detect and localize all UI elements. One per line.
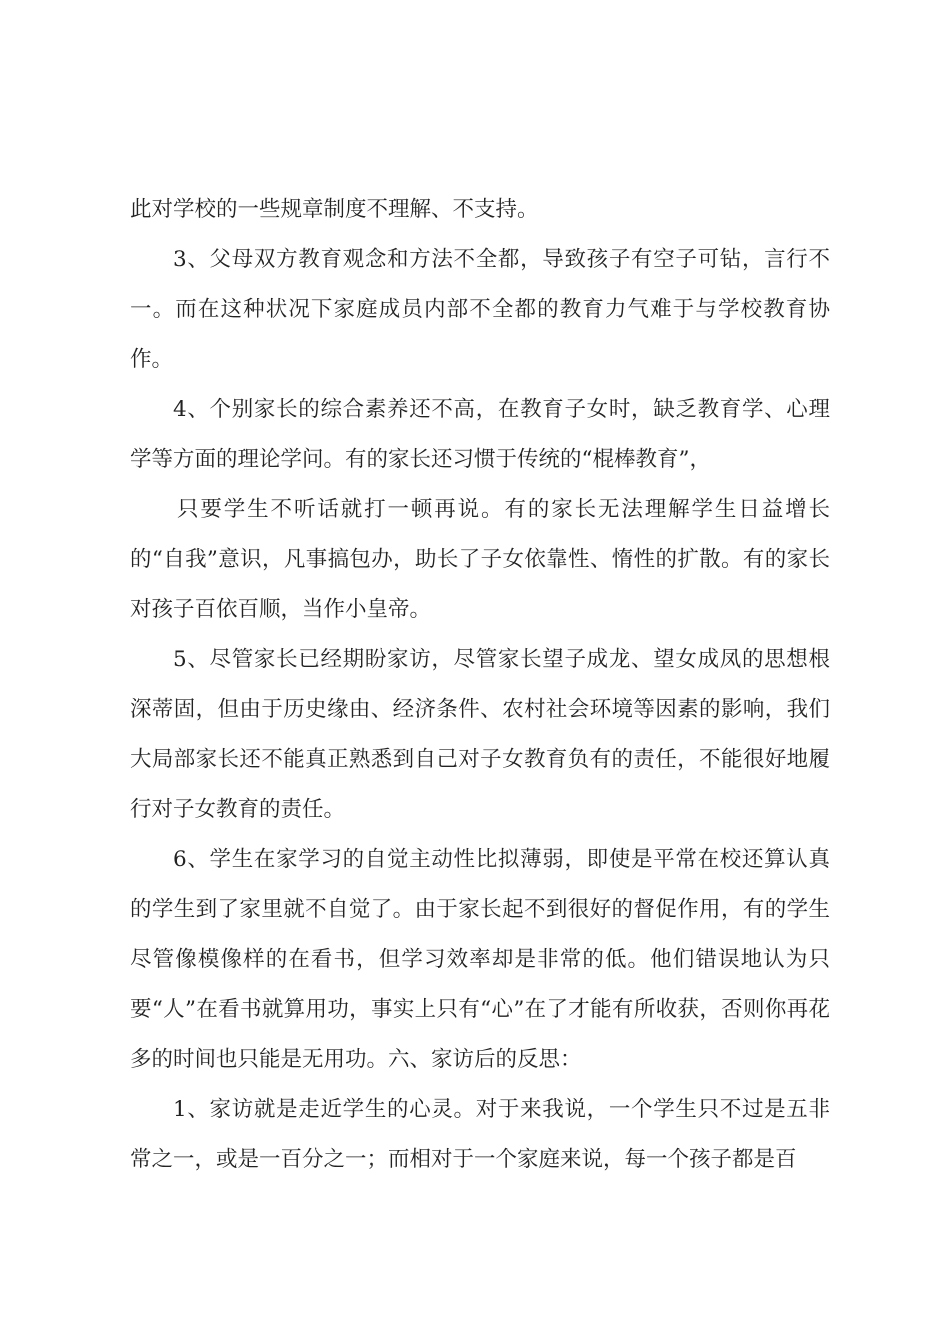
paragraph-reflection-1: 1、家访就是走近学生的心灵。对于来我说，一个学生只不过是五非常之一，或是一百分之一；而相对于一个家庭来说，每一个孩子都是百 [130, 1097, 830, 1172]
paragraph-item-6: 6、学生在家学习的自觉主动性比拟薄弱，即使是平常在校还算认真的学生到了家里就不自觉了。由于家长起不到很好的督促作用，有的学生尽管像模像样的在看书，但学习效率却是非常的低。他们错误地认为只要“人”在看书就算用功，事实上只有“心”在了才能有所收获，否则你再花多的时间也只能是无用功。六、家访后的反思： [130, 847, 830, 1072]
paragraph-item-3: 3、父母双方教育观念和方法不全都，导致孩子有空子可钻，言行不一。而在这种状况下家庭成员内部不全都的教育力气难于与学校教育协作。 [130, 247, 830, 372]
paragraph-continuation: 此对学校的一些规章制度不理解、不支持。 [130, 197, 539, 222]
paragraph-item-5: 5、尽管家长已经期盼家访，尽管家长望子成龙、望女成凤的思想根深蒂固，但由于历史缘由、经济条件、农村社会环境等因素的影响，我们大局部家长还不能真正熟悉到自己对子女教育负有的责任，不能很好地履行对子女教育的责任。 [130, 647, 830, 822]
paragraph-item-4: 4、个别家长的综合素养还不高，在教育子女时，缺乏教育学、心理学等方面的理论学问。有的家长还习惯于传统的“棍棒教育”， [130, 397, 830, 472]
paragraph-item-4-continued: 只要学生不听话就打一顿再说。有的家长无法理解学生日益增长的“自我”意识，凡事搞包办，助长了子女依靠性、惰性的扩散。有的家长对孩子百依百顺，当作小皇帝。 [130, 497, 830, 622]
document-body [130, 185, 830, 1185]
